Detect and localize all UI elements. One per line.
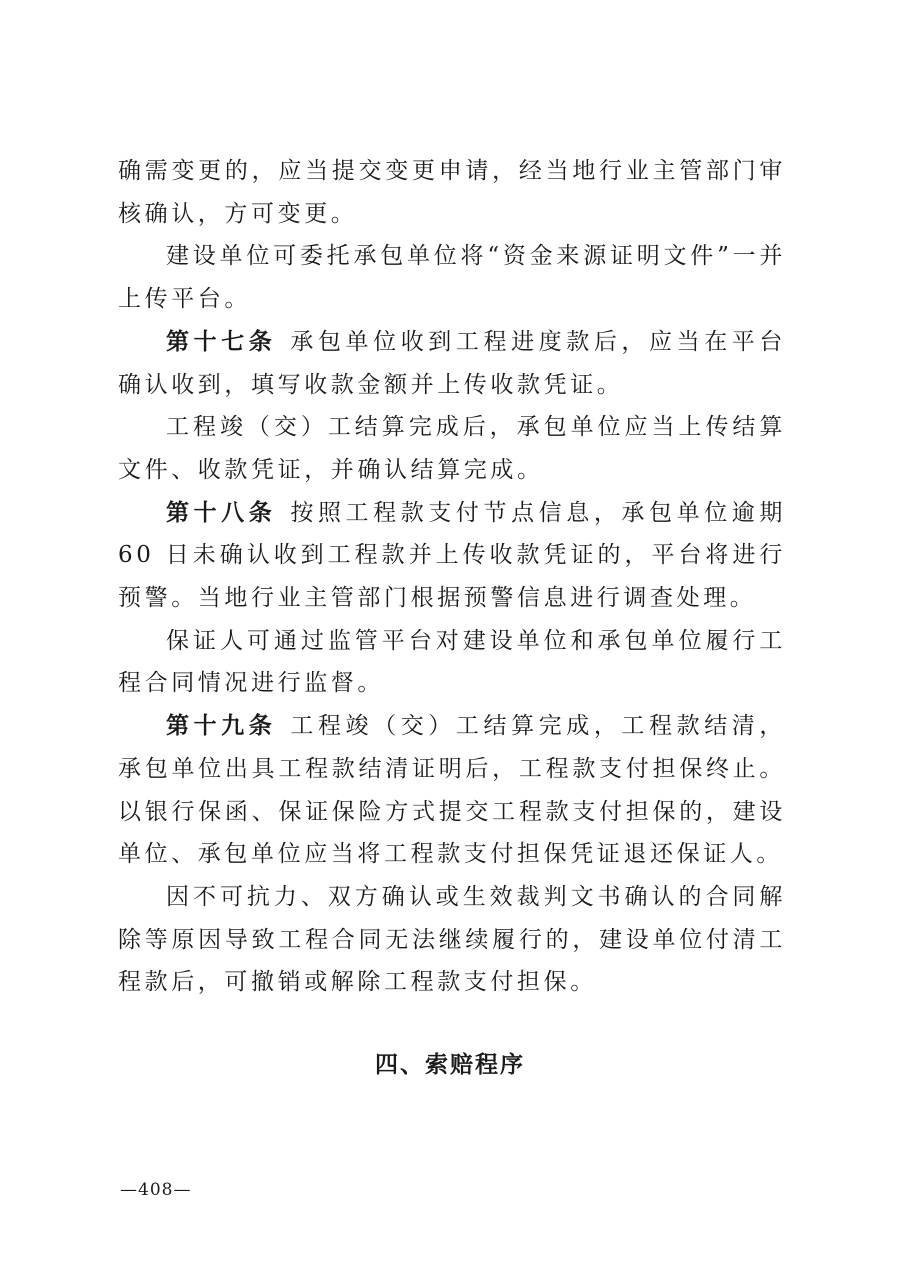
- article-number: 第十九条: [166, 713, 277, 740]
- article-18: [118, 492, 786, 620]
- body-text: [118, 150, 786, 1004]
- article-number: 第十七条: [166, 328, 277, 355]
- paragraph-text: 按照工程款支付节点信息，承包单位逾期 60 日未确认收到工程款并上传收款凭证的，平台将进行预警。当地行业主管部门根据预警信息进行调查处理。: [118, 499, 786, 612]
- article-19: [118, 705, 786, 876]
- paragraph-text: 因不可抗力、双方确认或生效裁判文书确认的合同解除等原因导致工程合同无法继续履行的，建设单位付清工程款后，可撤销或解除工程款支付担保。: [118, 883, 786, 996]
- article-17: [118, 321, 786, 406]
- paragraph-text: 承包单位收到工程进度款后，应当在平台确认收到，填写收款金额并上传收款凭证。: [118, 328, 786, 398]
- paragraph-2: [118, 235, 786, 320]
- paragraph-8: [118, 876, 786, 1004]
- paragraph-1: [118, 150, 786, 235]
- page-number: —408—: [120, 1180, 192, 1200]
- paragraph-text: 工程竣（交）工结算完成后，承包单位应当上传结算文件、收款凭证，并确认结算完成。: [118, 414, 786, 483]
- article-number: 第十八条: [166, 499, 277, 526]
- paragraph-text: 建设单位可委托承包单位将“资金来源证明文件”一并上传平台。: [118, 243, 786, 313]
- paragraph-text: 保证人可通过监管平台对建设单位和承包单位履行工程合同情况进行监督。: [118, 627, 786, 697]
- paragraph-4: [118, 406, 786, 491]
- section-heading: 四、索赔程序: [375, 1052, 525, 1078]
- paragraph-text: 确需变更的，应当提交变更申请，经当地行业主管部门审核确认，方可变更。: [118, 158, 786, 227]
- paragraph-text: 工程竣（交）工结算完成，工程款结清，承包单位出具工程款结清证明后，工程款支付担保终止。以银行保函、保证保险方式提交工程款支付担保的，建设单位、承包单位应当将工程款支付担保凭证退还保证人。: [118, 713, 786, 868]
- paragraph-6: [118, 620, 786, 705]
